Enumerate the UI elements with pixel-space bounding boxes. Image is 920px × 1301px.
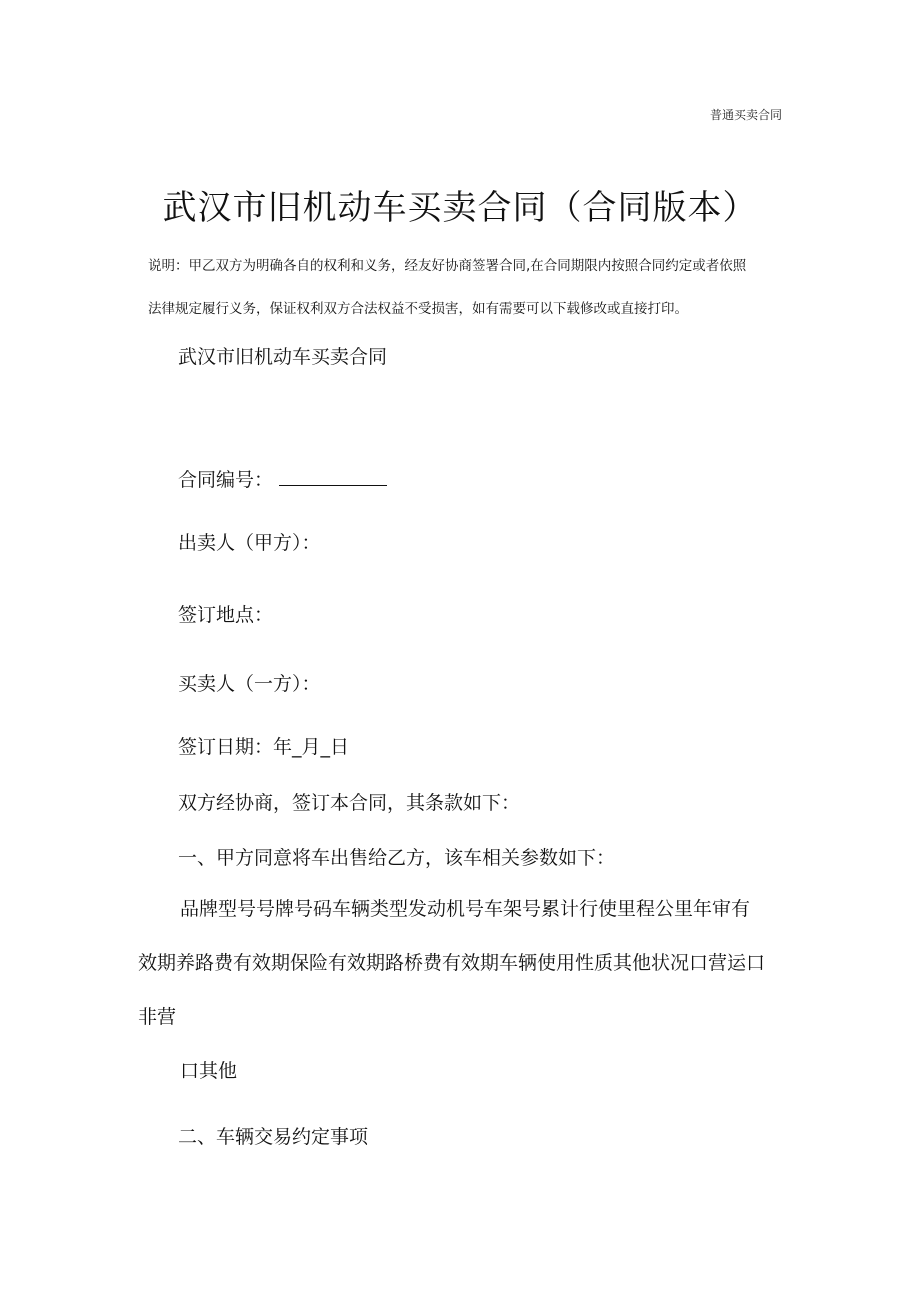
vehicle-params-paragraph [138, 882, 788, 1098]
vehicle-params-line-3: 非营 [138, 1006, 177, 1028]
vehicle-params-line-1: 品牌型号号牌号码车辆类型发动机号车架号累计行使里程公里年审有 [180, 898, 751, 920]
header-tag: 普通买卖合同 [709, 108, 782, 122]
buyer-label: 买卖人（一方）： [178, 673, 321, 695]
contract-number-blank [279, 469, 387, 486]
vehicle-params-line-2: 效期养路费有效期保险有效期路桥费有效期车辆使用性质其他状况口营运口 [138, 952, 766, 974]
vehicle-params-line-4: 口其他 [180, 1060, 238, 1082]
clause-2-heading: 二、车辆交易约定事项 [178, 1126, 369, 1148]
contract-number-row [178, 465, 387, 492]
clause-1-heading: 一、甲方同意将车出售给乙方，该车相关参数如下： [178, 847, 616, 869]
contract-subtitle: 武汉市旧机动车买卖合同 [178, 346, 388, 368]
intro-note [148, 245, 808, 331]
intro-line-2: 法律规定履行义务，保证权利双方合法权益不受损害，如有需要可以下载修改或直接打印。 [148, 301, 688, 317]
seller-label: 出卖人（甲方）： [178, 532, 321, 554]
sign-date-label: 签订日期：年_月_日 [178, 736, 350, 758]
intro-line-1: 说明：甲乙双方为明确各自的权利和义务，经友好协商签署合同,在合同期限内按照合同约定或者依照 [148, 258, 747, 274]
contract-number-label: 合同编号： [178, 469, 274, 491]
sign-place-label: 签订地点： [178, 604, 274, 626]
agreement-intro: 双方经协商，签订本合同，其条款如下： [178, 792, 521, 814]
document-title: 武汉市旧机动车买卖合同（合同版本） [162, 188, 758, 228]
